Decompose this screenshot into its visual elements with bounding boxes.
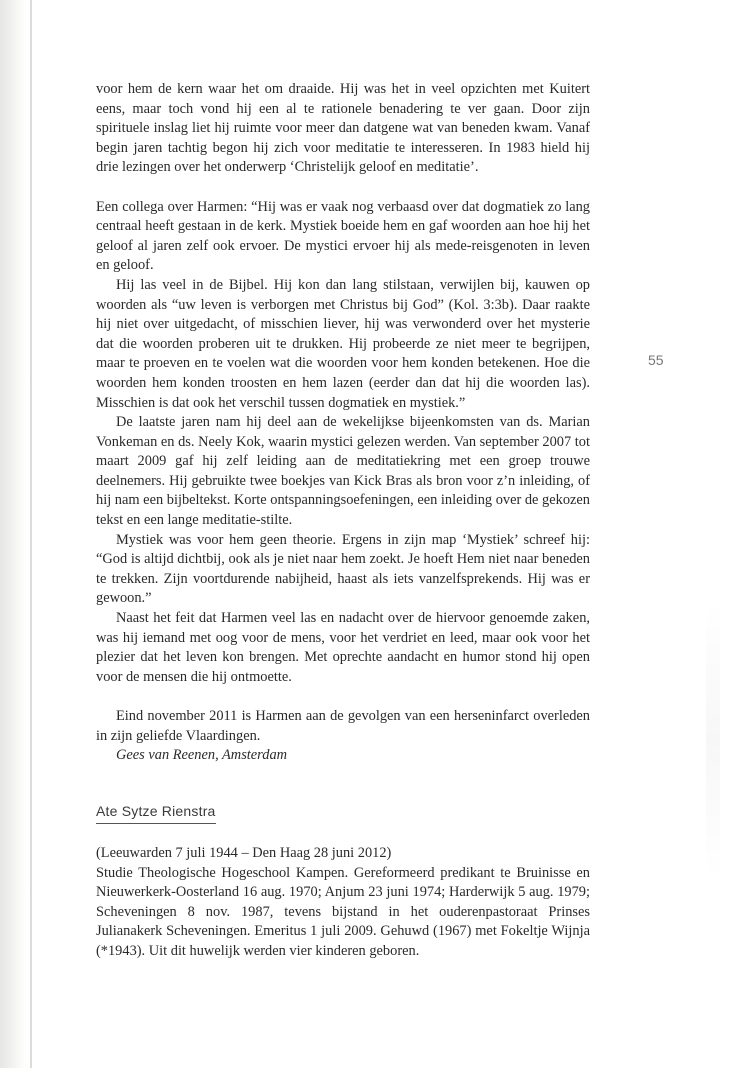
paragraph-closing: Eind november 2011 is Harmen aan de gevolgen van een herseninfarct overleden in zijn geliefde Vlaardingen. [96, 708, 590, 744]
author-signature: Gees van Reenen, Amsterdam [116, 747, 288, 764]
main-text-column [96, 80, 590, 962]
section-dates: (Leeuwarden 7 juli 1944 – Den Haag 28 juni 2012) [96, 844, 392, 861]
binding-edge-line [30, 0, 32, 1068]
paragraph-spacer [96, 687, 590, 707]
paragraph-intro: voor hem de kern waar het om draaide. Hij was het in veel opzichten met Kuitert eens, maar toch vond hij een al te rationele benadering te ver gaan. Door zijn spirituele inslag liet hij ruimte voor meer dan datgene wat van beneden kwam. Vanaf begin jaren tachtig begon hij zich voor meditatie te interesseren. In 1983 hield hij drie lezingen over het onderwerp ‘Christelijk geloof en meditatie’. [96, 81, 590, 176]
paragraph-bijeenkomsten: De laatste jaren nam hij deel aan de wekelijkse bijeenkomsten van ds. Marian Vonkeman en ds. Neely Kok, waarin mystici gelezen werden. Van september 2007 tot maart 2009 gaf hij zelf leiding aan de meditatiekring met een groep trouwe deelnemers. Hij gebruikte twee boekjes van Kick Bras als bron voor z’n inleiding, of hij nam een bijbeltekst. Korte ontspanningsoefeningen, een inleiding over de gekozen tekst en een lange meditatie-stilte. [96, 414, 590, 529]
section-heading: Ate Sytze Rienstra [96, 802, 216, 825]
paragraph-bijbel: Hij las veel in de Bijbel. Hij kon dan lang stilstaan, verwijlen bij, kauwen op woorden als “uw leven is verborgen met Christus bij God” (Kol. 3:3b). Daar raakte hij niet over uitgedacht, of misschien liever, hij was verwonderd over het mysterie dat die woorden proberen uit te drukken. Hij probeerde ze niet meer te begrijpen, maar te proeven en te voelen wat die woorden voor hem konden betekenen. Hoe die woorden hem konden troosten en hem lazen (eerder dan dat hij die woorden las). Misschien is dat ook het verschil tussen dogmatiek en mystiek.” [96, 276, 590, 411]
paragraph-collega: Een collega over Harmen: “Hij was er vaak nog verbaasd over dat dogmatiek zo lang centraal heeft gestaan in de kerk. Mystiek boeide hem en gaf woorden aan hoe hij het geloof al jaren zelf ook ervoer. De mystici ervoer hij als mede-reisgenoten in leven en geloof. [96, 198, 590, 274]
paragraph-naast: Naast het feit dat Harmen veel las en nadacht over de hiervoor genoemde zaken, was hij iemand met oog voor de mens, voor het verdriet en leed, maar ook voor het plezier dat het leven kon brengen. Met oprechte aandacht en humor stond hij open voor de mensen die hij ontmoette. [96, 610, 590, 685]
page-number: 55 [648, 352, 664, 368]
section-spacer [96, 824, 590, 844]
paragraph-spacer [96, 178, 590, 198]
paragraph-mystiek: Mystiek was voor hem geen theorie. Ergens in zijn map ‘Mystiek’ schreef hij: “God is altijd dichtbij, ook als je niet naar hem zoekt. Je hoeft Hem niet naar beneden te trekken. Zijn voortdurende nabijheid, haast als iets vanzelfsprekends. Hij was er gewoon.” [96, 531, 590, 607]
page-binding-shadow [0, 0, 26, 1068]
section-bio: Studie Theologische Hogeschool Kampen. Gereformeerd predikant te Bruinisse en Nieuwerkerk-Oosterland 16 aug. 1970; Anjum 23 juni 1974; Harderwijk 5 aug. 1979; Scheveningen 8 nov. 1987, tevens bijstand in het ouderenpastoraat Prinses Julianakerk Scheveningen. Emeritus 1 juli 2009. Gehuwd (1967) met Fokeltje Wijnja (*1943). Uit dit huwelijk werden vier kinderen geboren. [96, 864, 590, 959]
bleed-through-shadow [706, 600, 720, 880]
section-heading-wrap [96, 802, 590, 825]
section-spacer [96, 766, 590, 802]
